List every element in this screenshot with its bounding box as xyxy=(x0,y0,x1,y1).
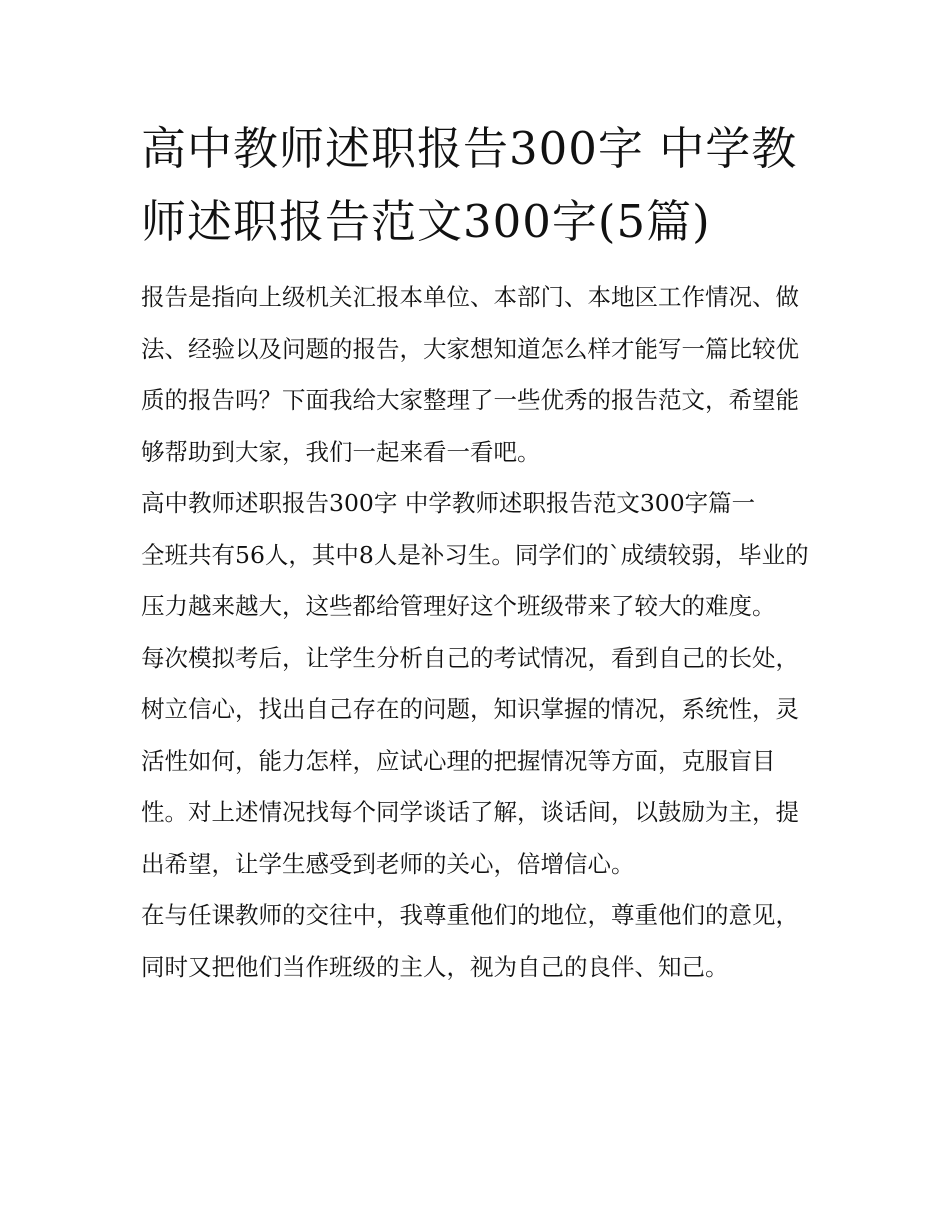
paragraph-intro: 报告是指向上级机关汇报本单位、本部门、本地区工作情况、做法、经验以及问题的报告，大家想知道怎么样才能写一篇比较优质的报告吗？下面我给大家整理了一些优秀的报告范文，希望能够帮助到大家，我们一起来看一看吧。 xyxy=(141,283,799,466)
paragraph-teacher-relations: 在与任课教师的交往中，我尊重他们的地位，尊重他们的意见，同时又把他们当作班级的主人，视为自己的良伴、知己。 xyxy=(141,901,799,981)
document-title: 高中教师述职报告300字 中学教师述职报告范文300字(5篇) xyxy=(141,122,798,248)
paragraph-exam-analysis: 每次模拟考后，让学生分析自己的考试情况，看到自己的长处，树立信心，找出自己存在的问题，知识掌握的情况，系统性，灵活性如何，能力怎样，应试心理的把握情况等方面，克服盲目性。对上述情况找每个同学谈话了解，谈话间，以鼓励为主，提出希望，让学生感受到老师的关心，倍增信心。 xyxy=(141,643,799,878)
paragraph-class-overview: 全班共有56人，其中8人是补习生。同学们的`成绩较弱，毕业的压力越来越大，这些都给管理好这个班级带来了较大的难度。 xyxy=(141,540,809,620)
paragraph-section-heading: 高中教师述职报告300字 中学教师述职报告范文300字篇一 xyxy=(141,489,756,517)
document-body xyxy=(141,112,816,993)
